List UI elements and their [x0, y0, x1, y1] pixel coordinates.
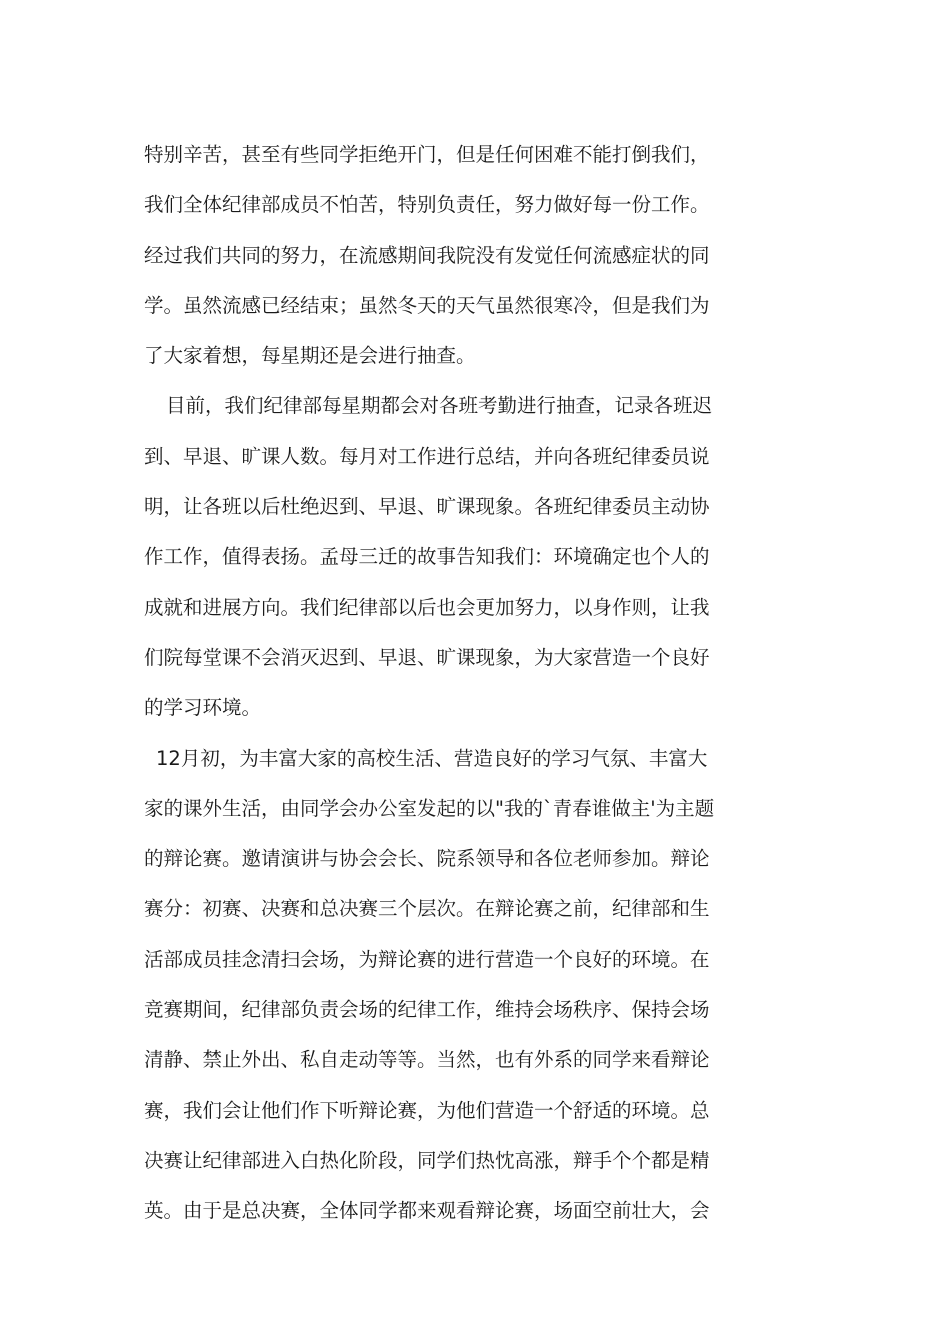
text-line: 赛，我们会让他们作下听辩论赛，为他们营造一个舒适的环境。总: [144, 1098, 710, 1122]
text-line: 成就和进展方向。我们纪律部以后也会更加努力，以身作则，让我: [144, 595, 710, 619]
text-line: 家的课外生活，由同学会办公室发起的以"我的`青春谁做主'为主题: [144, 796, 715, 820]
body-text: [144, 130, 808, 1237]
text-line: 的学习环境。: [144, 696, 262, 720]
text-line: 清静、禁止外出、私自走动等等。当然，也有外系的同学来看辩论: [144, 1048, 710, 1072]
text-line: 英。由于是总决赛，全体同学都来观看辩论赛，场面空前壮大，会: [144, 1199, 710, 1223]
text-line: 的辩论赛。邀请演讲与协会会长、院系领导和各位老师参加。辩论: [144, 847, 710, 871]
text-line: 12月初，为丰富大家的高校生活、营造良好的学习气氛、丰富大: [156, 746, 708, 770]
text-line: 了大家着想，每星期还是会进行抽查。: [144, 344, 476, 368]
text-line: 明，让各班以后杜绝迟到、早退、旷课现象。各班纪律委员主动协: [144, 495, 710, 519]
text-line: 我们全体纪律部成员不怕苦，特别负责任，努力做好每一份工作。: [144, 193, 710, 217]
text-line: 活部成员挂念清扫会场，为辩论赛的进行营造一个良好的环境。在: [144, 947, 710, 971]
text-line: 竞赛期间，纪律部负责会场的纪律工作，维持会场秩序、保持会场: [144, 998, 710, 1022]
text-line: 到、早退、旷课人数。每月对工作进行总结，并向各班纪律委员说: [144, 444, 710, 468]
text-line: 目前，我们纪律部每星期都会对各班考勤进行抽查，记录各班迟: [166, 394, 713, 418]
text-line: 赛分：初赛、决赛和总决赛三个层次。在辩论赛之前，纪律部和生: [144, 897, 710, 921]
text-line: 们院每堂课不会消灭迟到、早退、旷课现象，为大家营造一个良好: [144, 645, 710, 669]
text-line: 特别辛苦，甚至有些同学拒绝开门，但是任何困难不能打倒我们，: [144, 143, 710, 166]
text-line: 学。虽然流感已经结束；虽然冬天的天气虽然很寒冷，但是我们为: [144, 293, 710, 317]
text-line: 经过我们共同的努力，在流感期间我院没有发觉任何流感症状的同: [144, 243, 710, 267]
text-line: 作工作，值得表扬。孟母三迁的故事告知我们：环境确定也个人的: [144, 545, 710, 569]
text-line: 决赛让纪律部进入白热化阶段，同学们热忱高涨，辩手个个都是精: [144, 1148, 710, 1172]
